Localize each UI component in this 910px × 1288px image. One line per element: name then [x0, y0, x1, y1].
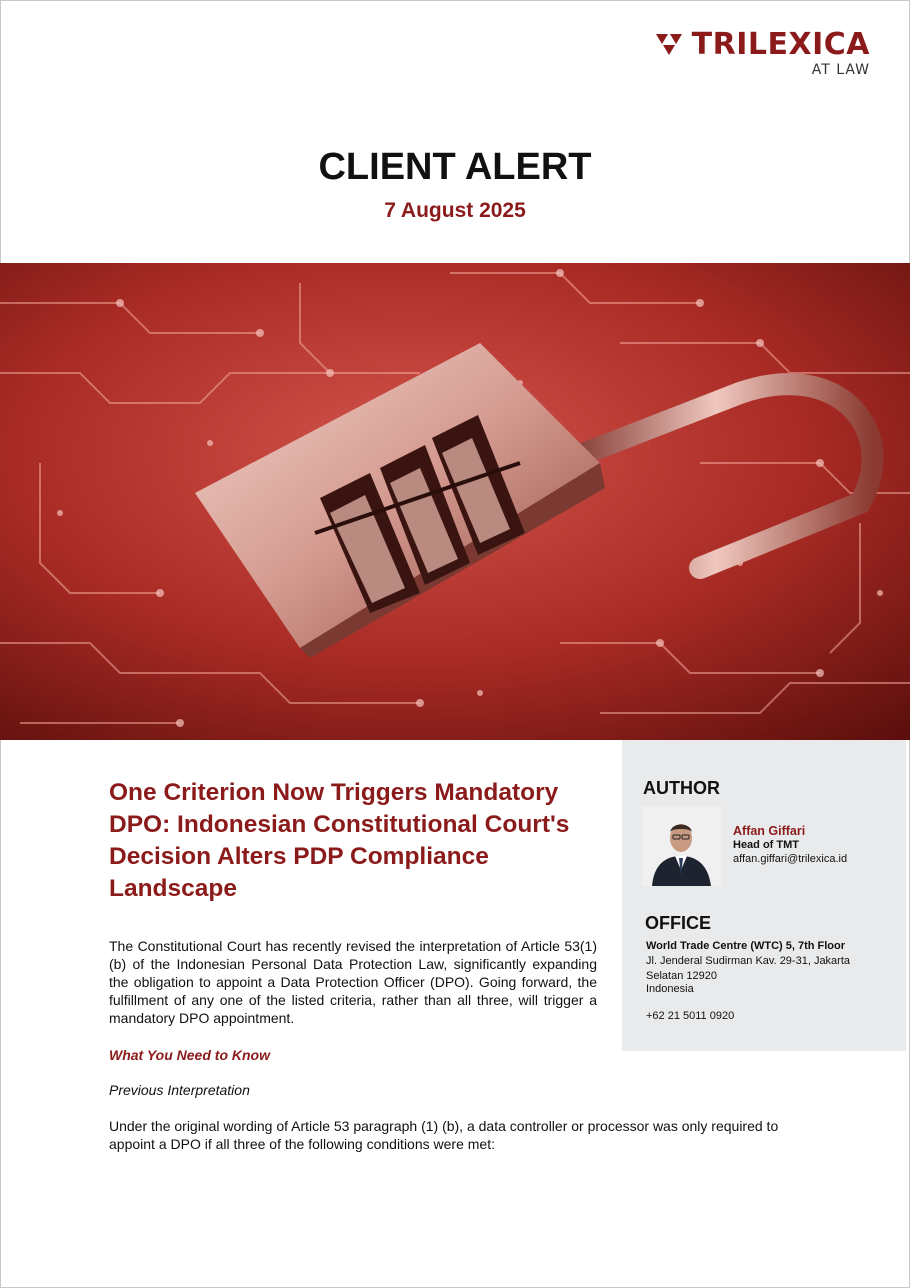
document-title: CLIENT ALERT — [318, 146, 592, 188]
office-heading: OFFICE — [645, 913, 711, 933]
info-sidebar — [622, 740, 906, 1051]
section-heading: What You Need to Know — [109, 1047, 270, 1063]
hero-image — [0, 263, 910, 740]
logo-subtitle: AT LAW — [811, 62, 870, 78]
document-date: 7 August 2025 — [384, 199, 526, 222]
article-headline: One Criterion Now Triggers Mandatory DPO: Indonesian Constitutional Court's Decision Alters PDP Compliance Landscape — [109, 779, 570, 902]
author-email[interactable]: affan.giffari@trilexica.id — [733, 853, 848, 865]
office-name: World Trade Centre (WTC) 5, 7th Floor — [646, 940, 846, 952]
office-address: Jl. Jenderal Sudirman Kav. 29-31, Jakarta Selatan 12920 — [646, 955, 851, 982]
brand-logo[interactable] — [656, 27, 870, 78]
author-name: Affan Giffari — [733, 824, 806, 838]
article-paragraph: Under the original wording of Article 53 paragraph (1) (b), a data controller or processor was only required to appoint a DPO if all three of the following conditions were met: — [109, 1118, 779, 1152]
author-photo — [642, 806, 721, 886]
author-role: Head of TMT — [733, 839, 799, 851]
author-avatar-icon — [642, 806, 721, 886]
office-country: Indonesia — [646, 983, 694, 995]
trilexica-logo-icon — [656, 34, 684, 56]
subsection-heading: Previous Interpretation — [109, 1082, 250, 1098]
article-intro: The Constitutional Court has recently revised the interpretation of Article 53(1)(b) of the Indonesian Personal Data Protection Law, significantly expanding the obligation to appoint a Data Protection Officer (DPO). Going forward, the fulfillment of any one of the listed criteria, rather than all three, will trigger a mandatory DPO appointment. — [109, 938, 597, 1026]
author-heading: AUTHOR — [643, 778, 720, 798]
logo-name: TRILEXICA — [691, 27, 870, 62]
office-phone[interactable]: +62 21 5011 0920 — [646, 1010, 735, 1022]
